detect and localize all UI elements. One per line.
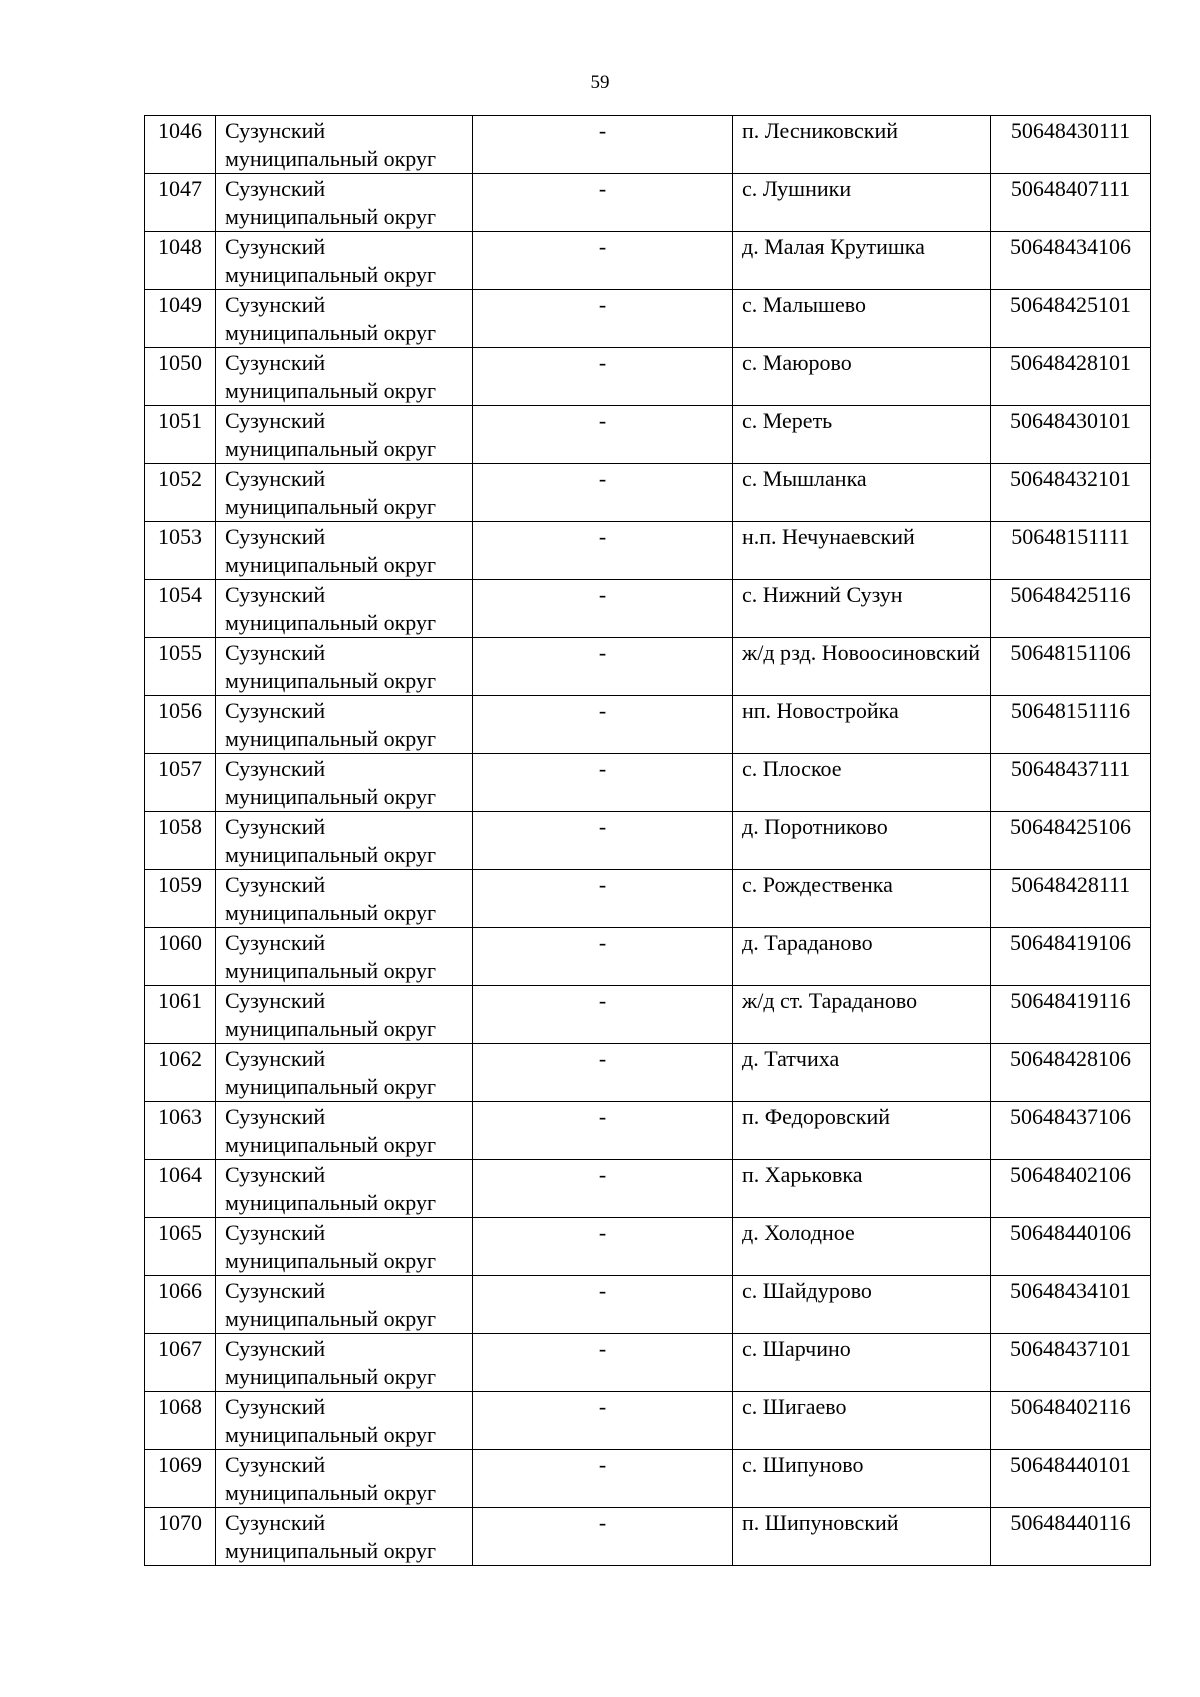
dash-cell: -: [473, 754, 733, 812]
oktmo-code-cell: 50648428101: [991, 348, 1151, 406]
district-cell: Сузунский муниципальный округ: [216, 1392, 473, 1450]
dash-cell: -: [473, 870, 733, 928]
oktmo-code-cell: 50648440106: [991, 1218, 1151, 1276]
oktmo-code-cell: 50648430101: [991, 406, 1151, 464]
table-row: [145, 1508, 1151, 1566]
dash-cell: -: [473, 464, 733, 522]
oktmo-code-cell: 50648437111: [991, 754, 1151, 812]
row-number-cell: 1058: [145, 812, 216, 870]
row-number-cell: 1052: [145, 464, 216, 522]
row-number-cell: 1064: [145, 1160, 216, 1218]
dash-cell: -: [473, 290, 733, 348]
settlement-cell: с. Нижний Сузун: [733, 580, 991, 638]
district-cell: Сузунский муниципальный округ: [216, 232, 473, 290]
row-number-cell: 1065: [145, 1218, 216, 1276]
oktmo-code-cell: 50648402116: [991, 1392, 1151, 1450]
table-row: [145, 1450, 1151, 1508]
dash-cell: -: [473, 1392, 733, 1450]
oktmo-code-cell: 50648425106: [991, 812, 1151, 870]
settlement-cell: с. Шарчино: [733, 1334, 991, 1392]
table-row: [145, 638, 1151, 696]
row-number-cell: 1056: [145, 696, 216, 754]
district-cell: Сузунский муниципальный округ: [216, 1102, 473, 1160]
oktmo-code-cell: 50648425101: [991, 290, 1151, 348]
district-cell: Сузунский муниципальный округ: [216, 1044, 473, 1102]
table-row: [145, 1392, 1151, 1450]
settlement-cell: д. Тараданово: [733, 928, 991, 986]
row-number-cell: 1068: [145, 1392, 216, 1450]
settlement-cell: с. Шайдурово: [733, 1276, 991, 1334]
table-body: [145, 116, 1151, 1566]
settlement-cell: д. Поротниково: [733, 812, 991, 870]
row-number-cell: 1050: [145, 348, 216, 406]
table-row: [145, 812, 1151, 870]
row-number-cell: 1053: [145, 522, 216, 580]
settlement-cell: ж/д ст. Тараданово: [733, 986, 991, 1044]
dash-cell: -: [473, 116, 733, 174]
table-row: [145, 1160, 1151, 1218]
oktmo-code-cell: 50648419106: [991, 928, 1151, 986]
dash-cell: -: [473, 406, 733, 464]
dash-cell: -: [473, 522, 733, 580]
table-row: [145, 1102, 1151, 1160]
dash-cell: -: [473, 1508, 733, 1566]
district-cell: Сузунский муниципальный округ: [216, 1276, 473, 1334]
dash-cell: -: [473, 1102, 733, 1160]
district-cell: Сузунский муниципальный округ: [216, 174, 473, 232]
settlement-cell: п. Харьковка: [733, 1160, 991, 1218]
oktmo-code-cell: 50648402106: [991, 1160, 1151, 1218]
row-number-cell: 1067: [145, 1334, 216, 1392]
row-number-cell: 1069: [145, 1450, 216, 1508]
dash-cell: -: [473, 1450, 733, 1508]
district-cell: Сузунский муниципальный округ: [216, 1218, 473, 1276]
row-number-cell: 1063: [145, 1102, 216, 1160]
dash-cell: -: [473, 986, 733, 1044]
table-row: [145, 464, 1151, 522]
district-cell: Сузунский муниципальный округ: [216, 1160, 473, 1218]
row-number-cell: 1055: [145, 638, 216, 696]
row-number-cell: 1066: [145, 1276, 216, 1334]
dash-cell: -: [473, 232, 733, 290]
oktmo-code-cell: 50648432101: [991, 464, 1151, 522]
oktmo-code-cell: 50648151116: [991, 696, 1151, 754]
district-cell: Сузунский муниципальный округ: [216, 406, 473, 464]
settlement-cell: д. Малая Крутишка: [733, 232, 991, 290]
settlement-cell: с. Малышево: [733, 290, 991, 348]
row-number-cell: 1070: [145, 1508, 216, 1566]
district-cell: Сузунский муниципальный округ: [216, 1508, 473, 1566]
oktmo-code-cell: 50648419116: [991, 986, 1151, 1044]
dash-cell: -: [473, 1218, 733, 1276]
table-row: [145, 1218, 1151, 1276]
settlement-cell: с. Мереть: [733, 406, 991, 464]
district-cell: Сузунский муниципальный округ: [216, 464, 473, 522]
district-cell: Сузунский муниципальный округ: [216, 986, 473, 1044]
district-cell: Сузунский муниципальный округ: [216, 290, 473, 348]
district-cell: Сузунский муниципальный округ: [216, 1334, 473, 1392]
district-cell: Сузунский муниципальный округ: [216, 812, 473, 870]
settlement-cell: с. Мышланка: [733, 464, 991, 522]
table-row: [145, 986, 1151, 1044]
oktmo-code-cell: 50648428106: [991, 1044, 1151, 1102]
district-cell: Сузунский муниципальный округ: [216, 870, 473, 928]
row-number-cell: 1054: [145, 580, 216, 638]
table-row: [145, 348, 1151, 406]
oktmo-code-cell: 50648440101: [991, 1450, 1151, 1508]
settlement-cell: н.п. Нечунаевский: [733, 522, 991, 580]
row-number-cell: 1059: [145, 870, 216, 928]
row-number-cell: 1046: [145, 116, 216, 174]
dash-cell: -: [473, 174, 733, 232]
table-row: [145, 522, 1151, 580]
row-number-cell: 1051: [145, 406, 216, 464]
settlement-cell: с. Плоское: [733, 754, 991, 812]
table-row: [145, 232, 1151, 290]
dash-cell: -: [473, 1044, 733, 1102]
oktmo-code-cell: 50648430111: [991, 116, 1151, 174]
district-cell: Сузунский муниципальный округ: [216, 696, 473, 754]
settlement-cell: д. Холодное: [733, 1218, 991, 1276]
settlement-cell: с. Маюрово: [733, 348, 991, 406]
oktmo-code-cell: 50648440116: [991, 1508, 1151, 1566]
oktmo-code-cell: 50648434101: [991, 1276, 1151, 1334]
settlement-cell: нп. Новостройка: [733, 696, 991, 754]
settlement-cell: с. Шигаево: [733, 1392, 991, 1450]
dash-cell: -: [473, 1160, 733, 1218]
oktmo-code-cell: 50648437101: [991, 1334, 1151, 1392]
table-row: [145, 1276, 1151, 1334]
oktmo-code-cell: 50648425116: [991, 580, 1151, 638]
table-row: [145, 870, 1151, 928]
dash-cell: -: [473, 696, 733, 754]
row-number-cell: 1060: [145, 928, 216, 986]
row-number-cell: 1049: [145, 290, 216, 348]
settlement-cell: п. Шипуновский: [733, 1508, 991, 1566]
district-cell: Сузунский муниципальный округ: [216, 522, 473, 580]
page-number: 59: [590, 72, 610, 93]
settlement-cell: с. Рождественка: [733, 870, 991, 928]
dash-cell: -: [473, 638, 733, 696]
row-number-cell: 1048: [145, 232, 216, 290]
settlements-table: [144, 115, 1151, 1566]
dash-cell: -: [473, 580, 733, 638]
oktmo-code-cell: 50648407111: [991, 174, 1151, 232]
dash-cell: -: [473, 1276, 733, 1334]
settlement-cell: ж/д рзд. Новоосиновский: [733, 638, 991, 696]
settlement-cell: п. Федоровский: [733, 1102, 991, 1160]
table-row: [145, 1044, 1151, 1102]
row-number-cell: 1061: [145, 986, 216, 1044]
table-row: [145, 290, 1151, 348]
dash-cell: -: [473, 1334, 733, 1392]
district-cell: Сузунский муниципальный округ: [216, 928, 473, 986]
table-row: [145, 174, 1151, 232]
district-cell: Сузунский муниципальный округ: [216, 116, 473, 174]
row-number-cell: 1062: [145, 1044, 216, 1102]
oktmo-code-cell: 50648151111: [991, 522, 1151, 580]
oktmo-code-cell: 50648428111: [991, 870, 1151, 928]
row-number-cell: 1047: [145, 174, 216, 232]
table-row: [145, 696, 1151, 754]
table-row: [145, 406, 1151, 464]
oktmo-code-cell: 50648151106: [991, 638, 1151, 696]
table-row: [145, 1334, 1151, 1392]
district-cell: Сузунский муниципальный округ: [216, 348, 473, 406]
dash-cell: -: [473, 812, 733, 870]
dash-cell: -: [473, 928, 733, 986]
row-number-cell: 1057: [145, 754, 216, 812]
table-row: [145, 116, 1151, 174]
oktmo-code-cell: 50648437106: [991, 1102, 1151, 1160]
settlement-cell: д. Татчиха: [733, 1044, 991, 1102]
district-cell: Сузунский муниципальный округ: [216, 638, 473, 696]
oktmo-code-cell: 50648434106: [991, 232, 1151, 290]
table-row: [145, 928, 1151, 986]
district-cell: Сузунский муниципальный округ: [216, 754, 473, 812]
table-row: [145, 754, 1151, 812]
district-cell: Сузунский муниципальный округ: [216, 1450, 473, 1508]
settlement-cell: с. Лушники: [733, 174, 991, 232]
table-row: [145, 580, 1151, 638]
dash-cell: -: [473, 348, 733, 406]
district-cell: Сузунский муниципальный округ: [216, 580, 473, 638]
settlement-cell: с. Шипуново: [733, 1450, 991, 1508]
settlement-cell: п. Лесниковский: [733, 116, 991, 174]
